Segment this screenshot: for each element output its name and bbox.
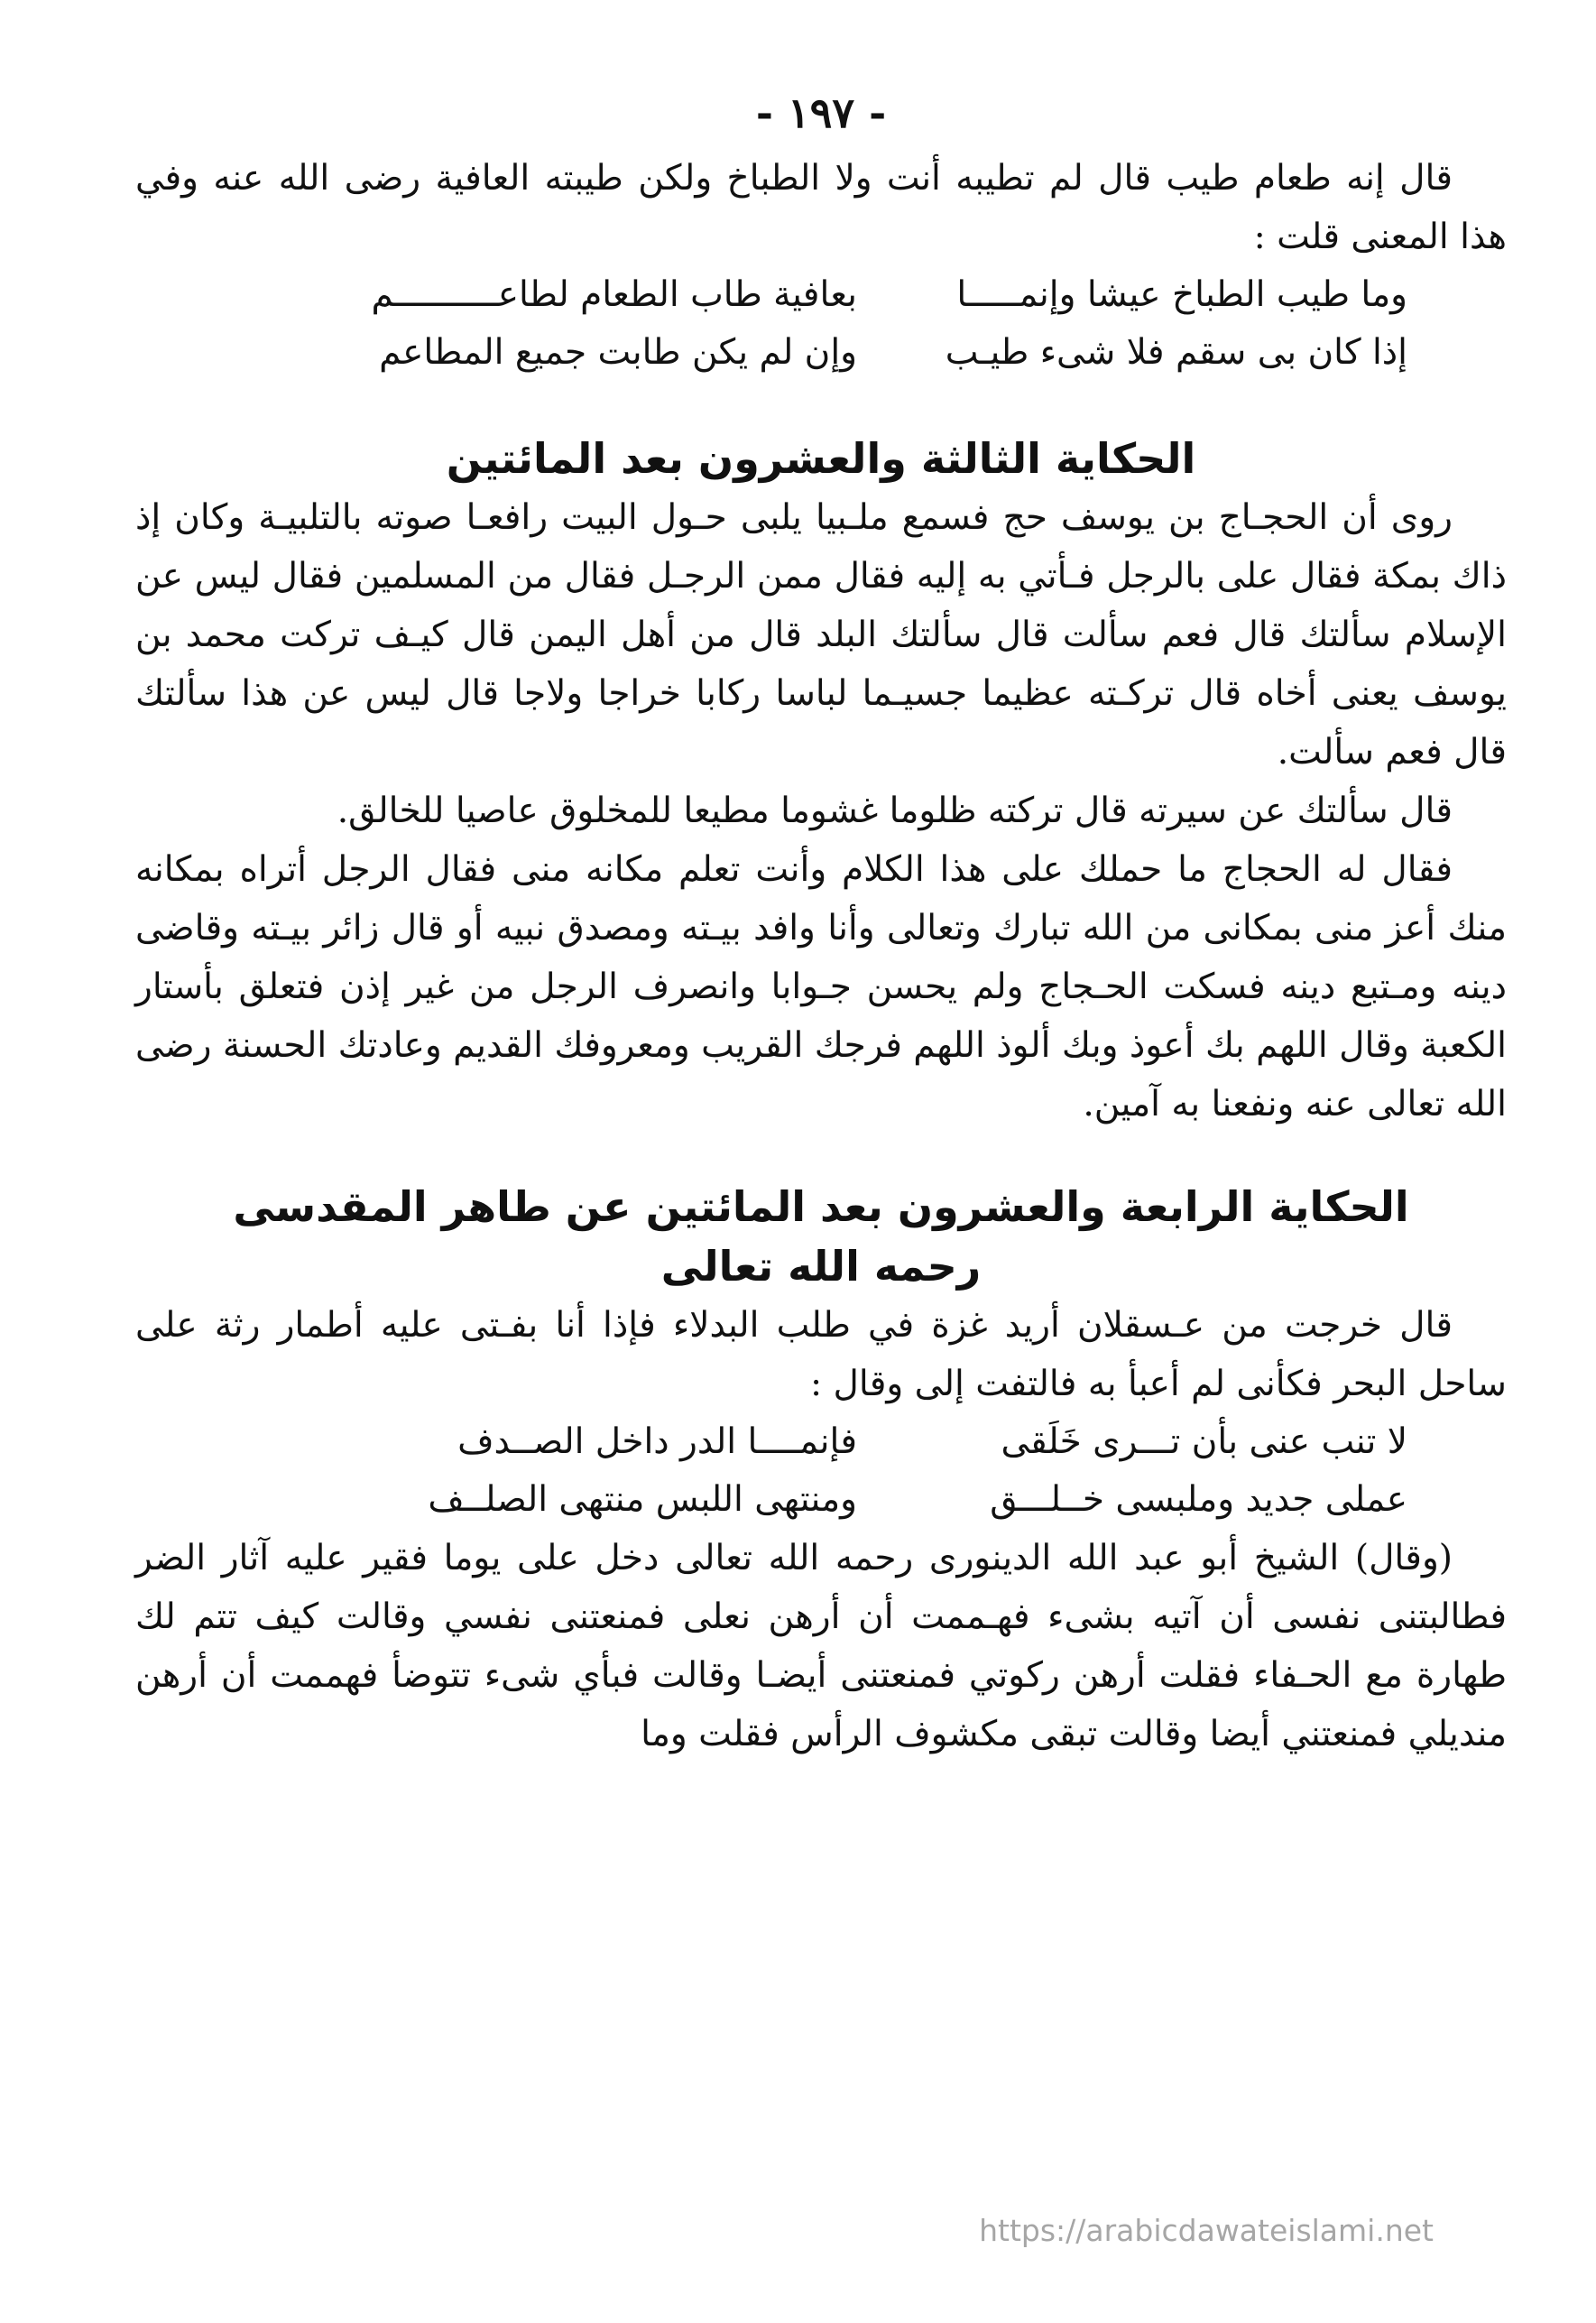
verse-second-hemistich: فإنمــــا الدر داخل الصــدف [457, 1421, 857, 1462]
paragraph: روى أن الحجـاج بن يوسف حج فسمع ملـبيا يلبى حـول البيت رافعـا صوته بالتلبيـة وكان إذ ذاك بمكة فقال على بالرجل فـأتي به إليه فقال ممن الرجـل فقال من المسلمين فقال ليس عن الإسلام سألتك قال فعم سألت قال سألتك البلد قال من أهل اليمن قال كيـف تركت محمد بن يوسف يعنى أخاه قال تركـته عظيما جسيـما لباسا ركابا خراجا ولاجا قال ليس عن هذا سألتك قال فعم سألت. [135, 497, 1507, 773]
watermark-url: https://arabicdawateislami.net [979, 2213, 1434, 2248]
spacer [135, 1134, 1507, 1177]
poem-verse [135, 266, 1507, 324]
section-heading: الحكاية الرابعة والعشرون بعد المائتين عن طاهر المقدسى [233, 1182, 1409, 1231]
verse-second-hemistich: بعافية طاب الطعام لطاعــــــــــم [371, 274, 857, 315]
verse-second-hemistich: وإن لم يكن طابت جميع المطاعم [379, 332, 857, 373]
paragraph: فقال له الحجاج ما حملك على هذا الكلام وأنت تعلم مكانه منى فقال الرجل أتراه بمكانه منك أعز منى بمكانى من الله تبارك وتعالى وأنا وافد بيـته ومصدق نبيه أو قال زائر بيـته وقاضى دينه ومـتبع دينه فسكت الحـجاج ولم يحسن جـوابا وانصرف الرجل من غير إذن فتعلق بأستار الكعبة وقال اللهم بك أعوذ وبك ألوذ اللهم فرجك القريب ومعروفك القديم وعادتك الحسنة رضى الله تعالى عنه ونفعنا به آمين. [135, 849, 1507, 1124]
verse-first-hemistich: وما طيب الطباخ عيشا وإنمـــــا [956, 274, 1407, 315]
section-heading: الحكاية الثالثة والعشرون بعد المائتين [446, 434, 1196, 483]
verse-second-hemistich: ومنتهى اللبس منتهى الصلــف [428, 1479, 857, 1520]
paragraph: قال إنه طعام طيب قال لم تطيبه أنت ولا الطباخ ولكن طيبته العافية رضى الله عنه وفي هذا المعنى قلت : [135, 158, 1507, 257]
poem-verse [135, 1471, 1507, 1529]
paragraph: (وقال) الشيخ أبو عبد الله الدينورى رحمه الله تعالى دخل على يوما فقير عليه آثار الضر فطالبتنى نفسى أن آتيه بشىء فهـممت أن أرهن نعلى فمنعتنى نفسي وقالت كيف تتم لك طهارة مع الحـفاء فقلت أرهن ركوتي فمنعتنى أيضـا وقالت فبأي شىء تتوضأ فهممت أن أرهن منديلي فمنعتني أيضا وقالت تبقى مكشوف الرأس فقلت وما [135, 1538, 1507, 1754]
paragraph: قال سألتك عن سيرته قال تركته ظلوما غشوما مطيعا للمخلوق عاصيا للخالق. [337, 791, 1453, 831]
poem-verse [135, 324, 1507, 382]
verse-first-hemistich: إذا كان بى سقم فلا شىء طيـب [945, 332, 1407, 373]
verse-first-hemistich: عملى جديد وملبسى خــلـــق [990, 1479, 1407, 1520]
spacer [135, 382, 1507, 429]
paragraph: قال خرجت من عـسقلان أريد غزة في طلب البدلاء فإذا أنا بفـتى عليه أطمار رثة على ساحل البحر فكأنى لم أعبأ به فالتفت إلى وقال : [135, 1305, 1507, 1404]
poem-verse [135, 1413, 1507, 1471]
section-heading-continuation: رحمه الله تعالى [660, 1242, 982, 1291]
verse-first-hemistich: لا تنب عنى بأن تـــرى خَلَقى [1001, 1421, 1407, 1462]
page-number: - ١٩٧ - [755, 88, 887, 137]
document-page [135, 86, 1507, 2234]
